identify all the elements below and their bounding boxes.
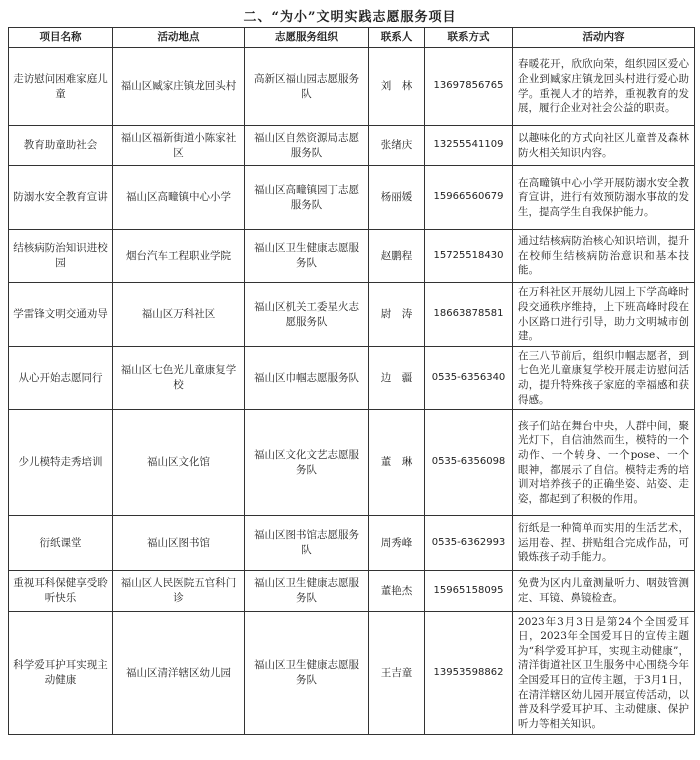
organization: 福山区卫生健康志愿服务队 (245, 612, 369, 735)
organization: 福山区图书馆志愿服务队 (245, 516, 369, 571)
phone: 0535-6356340 (425, 347, 513, 410)
header-contact: 联系人 (369, 28, 425, 48)
header-organization: 志愿服务组织 (245, 28, 369, 48)
table-row (9, 516, 695, 571)
contact-person: 尉 涛 (369, 283, 425, 347)
location: 福山区图书馆 (113, 516, 245, 571)
project-name: 科学爱耳护耳实现主动健康 (9, 612, 113, 735)
activity-content: 在三八节前后，组织巾帼志愿者，到七色光儿童康复学校开展走访慰问活动，提升特殊孩子家庭的幸福感和获得感。 (513, 347, 695, 410)
location: 福山区高疃镇中心小学 (113, 166, 245, 230)
activity-content: 免费为区内儿童测量听力、咽鼓管测定、耳镜、鼻镜检查。 (513, 571, 695, 612)
location: 福山区臧家庄镇龙回头村 (113, 48, 245, 126)
phone: 18663878581 (425, 283, 513, 347)
table-row (9, 612, 695, 735)
contact-person: 刘 林 (369, 48, 425, 126)
activity-content: 衍纸是一种简单而实用的生活艺术，运用卷、捏、拼贴组合完成作品，可锻炼孩子动手能力。 (513, 516, 695, 571)
table-row (9, 571, 695, 612)
location: 烟台汽车工程职业学院 (113, 230, 245, 283)
header-project-name: 项目名称 (9, 28, 113, 48)
activity-content: 在高疃镇中心小学开展防溺水安全教育宣讲，进行有效预防溺水事故的发生，提高学生自我保护能力。 (513, 166, 695, 230)
phone: 13255541109 (425, 126, 513, 166)
project-name: 教育助童助社会 (9, 126, 113, 166)
table-row (9, 166, 695, 230)
header-phone: 联系方式 (425, 28, 513, 48)
organization: 福山区巾帼志愿服务队 (245, 347, 369, 410)
table-header-row (9, 28, 695, 48)
organization: 福山区自然资源局志愿服务队 (245, 126, 369, 166)
phone: 0535-6362993 (425, 516, 513, 571)
location: 福山区文化馆 (113, 410, 245, 516)
project-name: 结核病防治知识进校园 (9, 230, 113, 283)
project-name: 学雷锋文明交通劝导 (9, 283, 113, 347)
activity-content: 2023年3月3日是第24个全国爱耳日，2023年全国爱耳日的宣传主题为“科学爱耳护耳，实现主动健康”，清洋街道社区卫生服务中心围绕今年全国爱耳日的宣传主题，于3月1日，在清洋辖区幼儿园开展宣传活动，以普及科学爱耳护耳、主动健康、保护听力等相关知识。 (513, 612, 695, 735)
table-row (9, 347, 695, 410)
table-row (9, 230, 695, 283)
header-content: 活动内容 (513, 28, 695, 48)
phone: 15725518430 (425, 230, 513, 283)
location: 福山区福新街道小陈家社区 (113, 126, 245, 166)
project-name: 从心开始志愿同行 (9, 347, 113, 410)
contact-person: 周秀峰 (369, 516, 425, 571)
activity-content: 以趣味化的方式向社区儿童普及森林防火相关知识内容。 (513, 126, 695, 166)
organization: 福山区高疃镇园丁志愿服务队 (245, 166, 369, 230)
contact-person: 董 琳 (369, 410, 425, 516)
table-row (9, 283, 695, 347)
table-row (9, 126, 695, 166)
location: 福山区万科社区 (113, 283, 245, 347)
contact-person: 王吉童 (369, 612, 425, 735)
project-name: 重视耳科保健享受聆听快乐 (9, 571, 113, 612)
project-table (8, 27, 695, 735)
organization: 福山区文化文艺志愿服务队 (245, 410, 369, 516)
project-name: 衍纸课堂 (9, 516, 113, 571)
contact-person: 张绪庆 (369, 126, 425, 166)
header-location: 活动地点 (113, 28, 245, 48)
activity-content: 孩子们站在舞台中央，人群中间，聚光灯下，自信油然而生，模特的一个动作、一个转身、一个pose、一个眼神，都展示了自信。模特走秀的培训对培养孩子的正确坐姿、站姿、走姿，都起到了积极的作用。 (513, 410, 695, 516)
activity-content: 春暖花开，欣欣向荣，组织园区爱心企业到臧家庄镇龙回头村进行爱心助学。重视人才的培养，重视教育的发展，履行企业对社会公益的职责。 (513, 48, 695, 126)
table-row (9, 410, 695, 516)
phone: 13953598862 (425, 612, 513, 735)
phone: 15966560679 (425, 166, 513, 230)
organization: 福山区机关工委星火志愿服务队 (245, 283, 369, 347)
location: 福山区人民医院五官科门诊 (113, 571, 245, 612)
table-row (9, 48, 695, 126)
contact-person: 赵鹏程 (369, 230, 425, 283)
organization: 高新区福山园志愿服务队 (245, 48, 369, 126)
page-title: 二、“为小”文明实践志愿服务项目 (243, 10, 457, 25)
location: 福山区清洋辖区幼儿园 (113, 612, 245, 735)
contact-person: 边 疆 (369, 347, 425, 410)
organization: 福山区卫生健康志愿服务队 (245, 571, 369, 612)
activity-content: 在万科社区开展幼儿园上下学高峰时段交通秩序维持，上下班高峰时段在小区路口进行引导，助力文明城市创建。 (513, 283, 695, 347)
activity-content: 通过结核病防治核心知识培训，提升在校师生结核病防治意识和基本技能。 (513, 230, 695, 283)
phone: 15965158095 (425, 571, 513, 612)
project-name: 防溺水安全教育宣讲 (9, 166, 113, 230)
contact-person: 杨丽媛 (369, 166, 425, 230)
contact-person: 董艳杰 (369, 571, 425, 612)
project-name: 走访慰问困难家庭儿童 (9, 48, 113, 126)
location: 福山区七色光儿童康复学校 (113, 347, 245, 410)
phone: 13697856765 (425, 48, 513, 126)
project-name: 少儿模特走秀培训 (9, 410, 113, 516)
phone: 0535-6356098 (425, 410, 513, 516)
organization: 福山区卫生健康志愿服务队 (245, 230, 369, 283)
